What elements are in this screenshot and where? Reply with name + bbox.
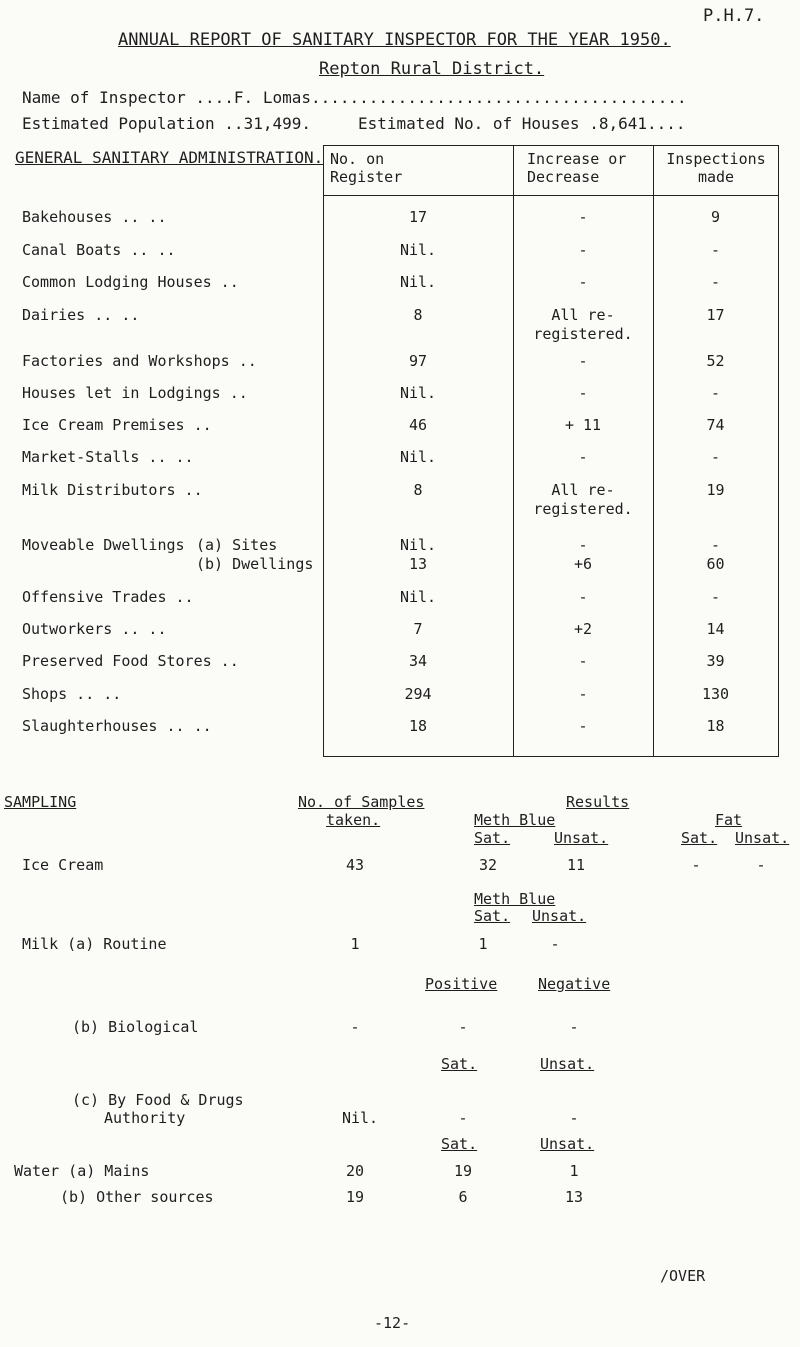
- water-unsat-header: Unsat.: [540, 1135, 595, 1153]
- table-right-rule: [778, 145, 779, 757]
- row-register: 8: [413, 306, 423, 324]
- houses-value: 8,641: [598, 114, 647, 133]
- page-number: -12-: [374, 1314, 411, 1332]
- row-inspections: 130: [701, 685, 730, 703]
- milk-fda-unsat: -: [569, 1109, 579, 1127]
- row-register: 7: [413, 620, 423, 638]
- row-label: Common Lodging Houses ..: [22, 273, 239, 291]
- ice-cream-mb-sat: 32: [478, 856, 498, 874]
- moveable-sub-a: (a) Sites: [196, 536, 278, 554]
- district-name: Repton Rural District.: [319, 59, 545, 79]
- row-label: Preserved Food Stores ..: [22, 652, 239, 670]
- bio-positive-header: Positive: [425, 975, 498, 993]
- milk-bio-label: (b) Biological: [72, 1018, 199, 1036]
- results-header: Results: [566, 793, 630, 811]
- population-label: Estimated Population ..: [22, 114, 244, 133]
- milk-routine-unsat: -: [550, 935, 560, 953]
- row-register: 294: [404, 685, 432, 703]
- moveable-change-a: -: [578, 536, 588, 554]
- row-inspections: 74: [706, 416, 725, 434]
- inspector-line: [22, 88, 687, 107]
- row-inspections: -: [710, 448, 721, 466]
- inspector-label: Name of Inspector ....: [22, 88, 234, 107]
- row-label: Ice Cream Premises ..: [22, 416, 212, 434]
- row-label: Milk Distributors ..: [22, 481, 203, 499]
- row-label: Dairies .. ..: [22, 306, 140, 324]
- houses-line: [358, 114, 686, 133]
- water-other-samples: 19: [345, 1188, 365, 1206]
- table-top-rule: [323, 145, 778, 146]
- ice-fat-header: Fat: [715, 811, 743, 829]
- header-change: Increase or Decrease: [527, 150, 627, 186]
- inspector-name: F. Lomas: [233, 88, 311, 107]
- water-other-label: (b) Other sources: [60, 1188, 214, 1206]
- row-register: Nil.: [399, 273, 437, 291]
- row-inspections: 9: [710, 208, 721, 226]
- row-inspections: 52: [706, 352, 725, 370]
- population-line: [22, 114, 311, 133]
- row-change: -: [578, 685, 588, 703]
- row-label: Offensive Trades ..: [22, 588, 194, 606]
- over-note: /OVER: [660, 1267, 706, 1285]
- row-label: Canal Boats .. ..: [22, 241, 176, 259]
- milk-fda-sat: -: [458, 1109, 468, 1127]
- row-register: 97: [408, 352, 428, 370]
- water-sat-header: Sat.: [441, 1135, 478, 1153]
- moveable-sub-b: (b) Dwellings: [196, 555, 314, 573]
- milk-meth-blue-header: Meth Blue: [474, 890, 556, 908]
- row-change: -: [578, 208, 588, 226]
- row-label: Shops .. ..: [22, 685, 122, 703]
- row-change: All re-: [551, 306, 615, 324]
- row-change: -: [578, 652, 588, 670]
- table-bottom-rule: [323, 756, 778, 757]
- row-inspections: 14: [706, 620, 725, 638]
- milk-routine-samples: 1: [350, 935, 360, 953]
- milk-bio-negative: -: [569, 1018, 579, 1036]
- row-label: Outworkers .. ..: [22, 620, 167, 638]
- page-reference: P.H.7.: [703, 6, 765, 26]
- row-change: -: [578, 352, 588, 370]
- row-inspections: -: [710, 241, 721, 259]
- row-register: Nil.: [399, 384, 437, 402]
- row-label: Factories and Workshops ..: [22, 352, 257, 370]
- row-change: All re-: [551, 481, 615, 499]
- row-inspections: 17: [706, 306, 725, 324]
- milk-fda-label-2: Authority: [104, 1109, 186, 1127]
- row-change: +2: [573, 620, 593, 638]
- milk-fda-label: (c) By Food & Drugs: [72, 1091, 244, 1109]
- milk-bio-samples: -: [350, 1018, 360, 1036]
- moveable-change-b: +6: [573, 555, 593, 573]
- ice-cream-label: Ice Cream: [22, 856, 104, 874]
- houses-dots: ....: [647, 114, 686, 133]
- row-change-cont: registered.: [533, 500, 633, 518]
- row-change: -: [578, 717, 588, 735]
- milk-routine-label: Milk (a) Routine: [22, 935, 167, 953]
- ice-meth-blue-header: Meth Blue: [474, 811, 556, 829]
- samples-header-2: taken.: [326, 811, 381, 829]
- row-register: 18: [408, 717, 428, 735]
- water-mains-samples: 20: [345, 1162, 365, 1180]
- moveable-inspections-a: -: [710, 536, 721, 554]
- samples-header: No. of Samples: [298, 793, 425, 811]
- ice-cream-mb-unsat: 11: [566, 856, 586, 874]
- row-register: 46: [408, 416, 428, 434]
- ice-fat-sat-header: Sat.: [681, 829, 718, 847]
- moveable-label: Moveable Dwellings: [22, 536, 185, 554]
- ice-cream-samples: 43: [345, 856, 365, 874]
- row-label: Slaughterhouses .. ..: [22, 717, 212, 735]
- row-change-cont: registered.: [533, 325, 633, 343]
- row-label: Bakehouses .. ..: [22, 208, 167, 226]
- milk-routine-sat: 1: [478, 935, 488, 953]
- milk-unsat-header: Unsat.: [532, 907, 587, 925]
- row-inspections: -: [710, 273, 721, 291]
- report-title: ANNUAL REPORT OF SANITARY INSPECTOR FOR THE YEAR 1950.: [118, 30, 671, 50]
- water-other-sat: 6: [458, 1188, 468, 1206]
- row-inspections: 39: [706, 652, 725, 670]
- water-mains-unsat: 1: [569, 1162, 579, 1180]
- row-change: -: [578, 273, 588, 291]
- ice-fat-unsat-header: Unsat.: [735, 829, 790, 847]
- row-change: -: [578, 241, 588, 259]
- row-change: -: [578, 588, 588, 606]
- table-header-rule: [323, 195, 778, 196]
- bio-negative-header: Negative: [538, 975, 611, 993]
- ice-unsat-header: Unsat.: [554, 829, 609, 847]
- population-value: 31,499.: [243, 114, 311, 133]
- ice-cream-fat-unsat: -: [756, 856, 766, 874]
- ice-cream-fat-sat: -: [691, 856, 701, 874]
- milk-bio-positive: -: [458, 1018, 468, 1036]
- row-label: Houses let in Lodgings ..: [22, 384, 248, 402]
- row-change: -: [578, 384, 588, 402]
- row-register: Nil.: [399, 448, 437, 466]
- header-register: No. on Register: [330, 150, 403, 186]
- header-inspections: Inspections made: [666, 150, 766, 186]
- milk-fda-samples: Nil.: [341, 1109, 379, 1127]
- row-register: 34: [408, 652, 428, 670]
- water-mains-sat: 19: [453, 1162, 473, 1180]
- water-other-unsat: 13: [564, 1188, 584, 1206]
- row-inspections: -: [710, 588, 721, 606]
- row-inspections: 19: [706, 481, 725, 499]
- row-inspections: 18: [706, 717, 725, 735]
- fda-unsat-header: Unsat.: [540, 1055, 595, 1073]
- moveable-register-b: 13: [408, 555, 428, 573]
- inspector-dots: .......................................: [310, 88, 687, 107]
- ice-sat-header: Sat.: [474, 829, 511, 847]
- houses-label: Estimated No. of Houses .: [358, 114, 599, 133]
- sampling-heading: SAMPLING: [4, 793, 77, 811]
- milk-sat-header: Sat.: [474, 907, 511, 925]
- row-inspections: -: [710, 384, 721, 402]
- general-heading: GENERAL SANITARY ADMINISTRATION.: [15, 148, 324, 167]
- row-register: Nil.: [399, 588, 437, 606]
- moveable-inspections-b: 60: [706, 555, 725, 573]
- row-register: Nil.: [399, 241, 437, 259]
- fda-sat-header: Sat.: [441, 1055, 478, 1073]
- row-register: 8: [413, 481, 423, 499]
- row-change: + 11: [564, 416, 602, 434]
- water-mains-label: Water (a) Mains: [14, 1162, 150, 1180]
- row-register: 17: [408, 208, 428, 226]
- moveable-register-a: Nil.: [399, 536, 437, 554]
- row-label: Market-Stalls .. ..: [22, 448, 194, 466]
- row-change: -: [578, 448, 588, 466]
